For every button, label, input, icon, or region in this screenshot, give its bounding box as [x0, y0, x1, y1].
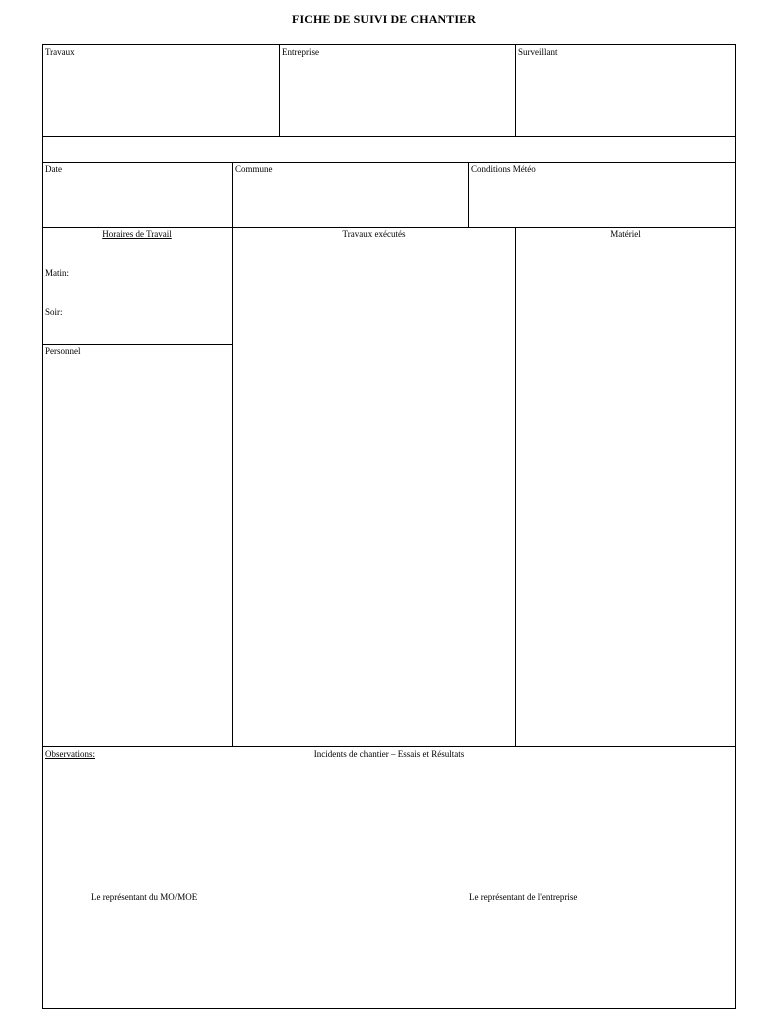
travaux-label: Travaux [45, 47, 75, 57]
row-divider-1 [42, 136, 736, 137]
horaires-title: Horaires de Travail [102, 229, 172, 239]
observations-label: Observations: [45, 749, 95, 759]
col-divider-entreprise [279, 44, 280, 137]
matin-label: Matin: [45, 268, 69, 278]
col-divider-surveillant [515, 44, 516, 137]
row-divider-2 [42, 162, 736, 163]
surveillant-label: Surveillant [518, 47, 558, 57]
col-divider-meteo [468, 162, 469, 228]
travaux-executes-title: Travaux exécutés [342, 229, 406, 239]
observations-divider [42, 746, 736, 747]
form-frame [42, 44, 736, 1009]
conditions-meteo-label: Conditions Météo [471, 164, 536, 174]
entreprise-label: Entreprise [282, 47, 319, 57]
representant-entreprise-label: Le représentant de l'entreprise [469, 892, 578, 902]
personnel-label: Personnel [45, 346, 81, 356]
date-label: Date [45, 164, 62, 174]
soir-label: Soir: [45, 307, 63, 317]
commune-label: Commune [235, 164, 273, 174]
materiel-title: Matériel [610, 229, 641, 239]
representant-mo-label: Le représentant du MO/MOE [91, 892, 198, 902]
page-title: FICHE DE SUIVI DE CHANTIER [292, 12, 476, 26]
incidents-title: Incidents de chantier – Essais et Résultats [313, 749, 465, 759]
row-divider-3 [42, 227, 736, 228]
col-divider-commune [232, 162, 233, 228]
col-divider-materiel [515, 227, 516, 747]
horaires-personnel-divider [42, 344, 233, 345]
col-divider-travaux-executes [232, 227, 233, 747]
